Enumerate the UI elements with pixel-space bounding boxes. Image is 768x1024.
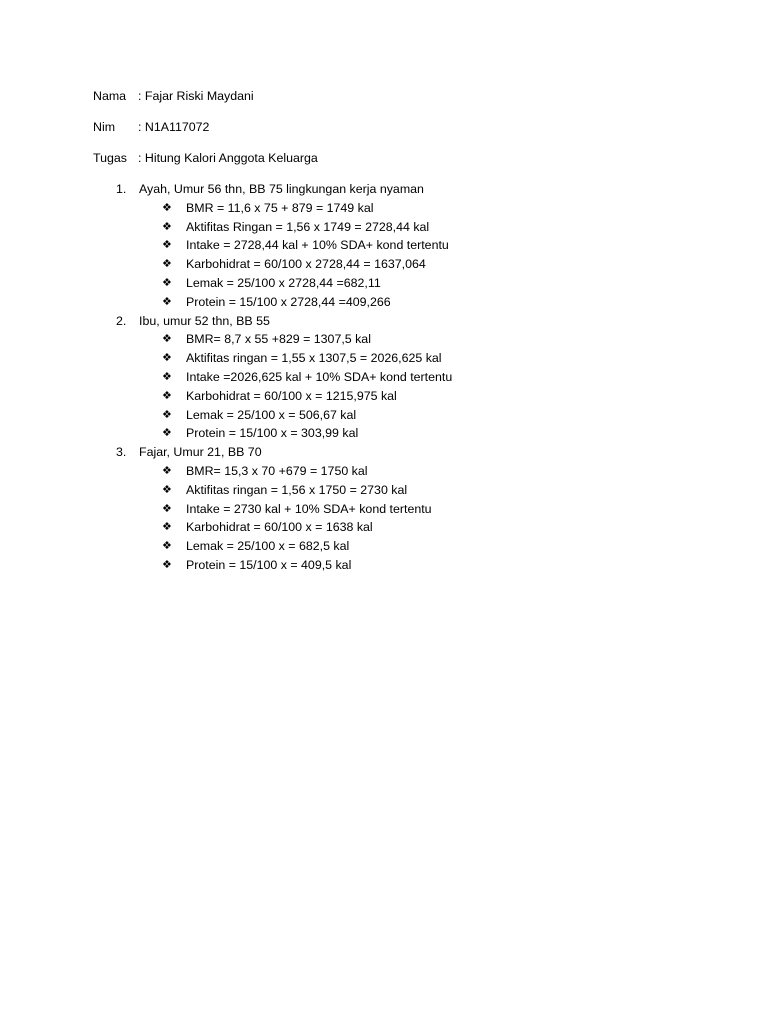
calc-text: Karbohidrat = 60/100 x = 1638 kal xyxy=(186,520,373,535)
calc-item xyxy=(0,556,768,575)
calc-text: Intake =2026,625 kal + 10% SDA+ kond tertentu xyxy=(186,369,453,384)
list-item-member-3 xyxy=(0,443,768,575)
diamond-bullet-icon: ❖ xyxy=(162,520,172,534)
member-title-row xyxy=(0,443,768,462)
calc-item xyxy=(0,236,768,255)
calc-text: Lemak = 25/100 x = 682,5 kal xyxy=(186,539,350,554)
calc-item xyxy=(0,293,768,312)
member-title-row xyxy=(0,180,768,199)
calc-item xyxy=(0,330,768,349)
diamond-bullet-icon: ❖ xyxy=(162,332,172,346)
nim-label: Nim xyxy=(93,120,116,134)
tugas-label: Tugas xyxy=(93,151,127,165)
member-title: Ayah, Umur 56 thn, BB 75 lingkungan kerja nyaman xyxy=(139,182,424,196)
nama-value: : Fajar Riski Maydani xyxy=(138,89,254,103)
calc-text: BMR = 11,6 x 75 + 879 = 1749 kal xyxy=(186,200,374,215)
calc-item xyxy=(0,406,768,425)
calc-text: BMR= 8,7 x 55 +829 = 1307,5 kal xyxy=(186,332,371,347)
calc-item xyxy=(0,500,768,519)
calc-text: Karbohidrat = 60/100 x = 1215,975 kal xyxy=(186,388,397,403)
calc-text: Aktifitas Ringan = 1,56 x 1749 = 2728,44 kal xyxy=(186,219,430,234)
member-number: 1. xyxy=(116,182,127,196)
diamond-bullet-icon: ❖ xyxy=(162,351,172,365)
calc-text: Intake = 2730 kal + 10% SDA+ kond tertentu xyxy=(186,501,432,516)
calc-item xyxy=(0,387,768,406)
diamond-bullet-icon: ❖ xyxy=(162,294,172,308)
calc-text: Protein = 15/100 x 2728,44 =409,266 xyxy=(186,294,391,309)
calc-text: BMR= 15,3 x 70 +679 = 1750 kal xyxy=(186,463,368,478)
calc-text: Karbohidrat = 60/100 x 2728,44 = 1637,064 xyxy=(186,257,426,272)
diamond-bullet-icon: ❖ xyxy=(162,539,172,553)
diamond-bullet-icon: ❖ xyxy=(162,482,172,496)
tugas-row xyxy=(93,149,318,167)
calc-item xyxy=(0,462,768,481)
diamond-bullet-icon: ❖ xyxy=(162,238,172,252)
calc-item xyxy=(0,518,768,537)
list-item-member-2 xyxy=(0,312,768,444)
diamond-bullet-icon: ❖ xyxy=(162,407,172,421)
diamond-bullet-icon: ❖ xyxy=(162,257,172,271)
member-number: 2. xyxy=(116,313,127,328)
list-item-member-1 xyxy=(0,180,768,312)
diamond-bullet-icon: ❖ xyxy=(162,200,172,214)
calc-item xyxy=(0,424,768,443)
calc-item xyxy=(0,255,768,274)
family-member-list xyxy=(0,180,768,575)
calc-item xyxy=(0,368,768,387)
calc-text: Protein = 15/100 x = 409,5 kal xyxy=(186,557,352,572)
calc-text: Aktifitas ringan = 1,56 x 1750 = 2730 kal xyxy=(186,482,408,497)
member-number: 3. xyxy=(116,445,127,460)
calc-item xyxy=(0,199,768,218)
nama-row xyxy=(93,87,254,105)
calc-item xyxy=(0,481,768,500)
member-title: Fajar, Umur 21, BB 70 xyxy=(139,445,262,460)
calc-item xyxy=(0,537,768,556)
nama-label: Nama xyxy=(93,89,127,103)
member-title: Ibu, umur 52 thn, BB 55 xyxy=(139,313,270,328)
diamond-bullet-icon: ❖ xyxy=(162,557,172,571)
diamond-bullet-icon: ❖ xyxy=(162,463,172,477)
calc-text: Lemak = 25/100 x 2728,44 =682,11 xyxy=(186,275,381,290)
diamond-bullet-icon: ❖ xyxy=(162,219,172,233)
calc-item xyxy=(0,349,768,368)
calc-text: Protein = 15/100 x = 303,99 kal xyxy=(186,426,359,441)
calc-item xyxy=(0,218,768,237)
nim-value: : N1A117072 xyxy=(138,120,210,134)
diamond-bullet-icon: ❖ xyxy=(162,388,172,402)
diamond-bullet-icon: ❖ xyxy=(162,501,172,515)
calc-text: Intake = 2728,44 kal + 10% SDA+ kond tertentu xyxy=(186,238,449,253)
nim-row xyxy=(93,118,209,136)
tugas-value: : Hitung Kalori Anggota Keluarga xyxy=(138,151,318,165)
diamond-bullet-icon: ❖ xyxy=(162,369,172,383)
calc-text: Lemak = 25/100 x = 506,67 kal xyxy=(186,407,357,422)
diamond-bullet-icon: ❖ xyxy=(162,275,172,289)
diamond-bullet-icon: ❖ xyxy=(162,426,172,440)
member-title-row xyxy=(0,312,768,331)
calc-text: Aktifitas ringan = 1,55 x 1307,5 = 2026,625 kal xyxy=(186,351,442,366)
calc-item xyxy=(0,274,768,293)
